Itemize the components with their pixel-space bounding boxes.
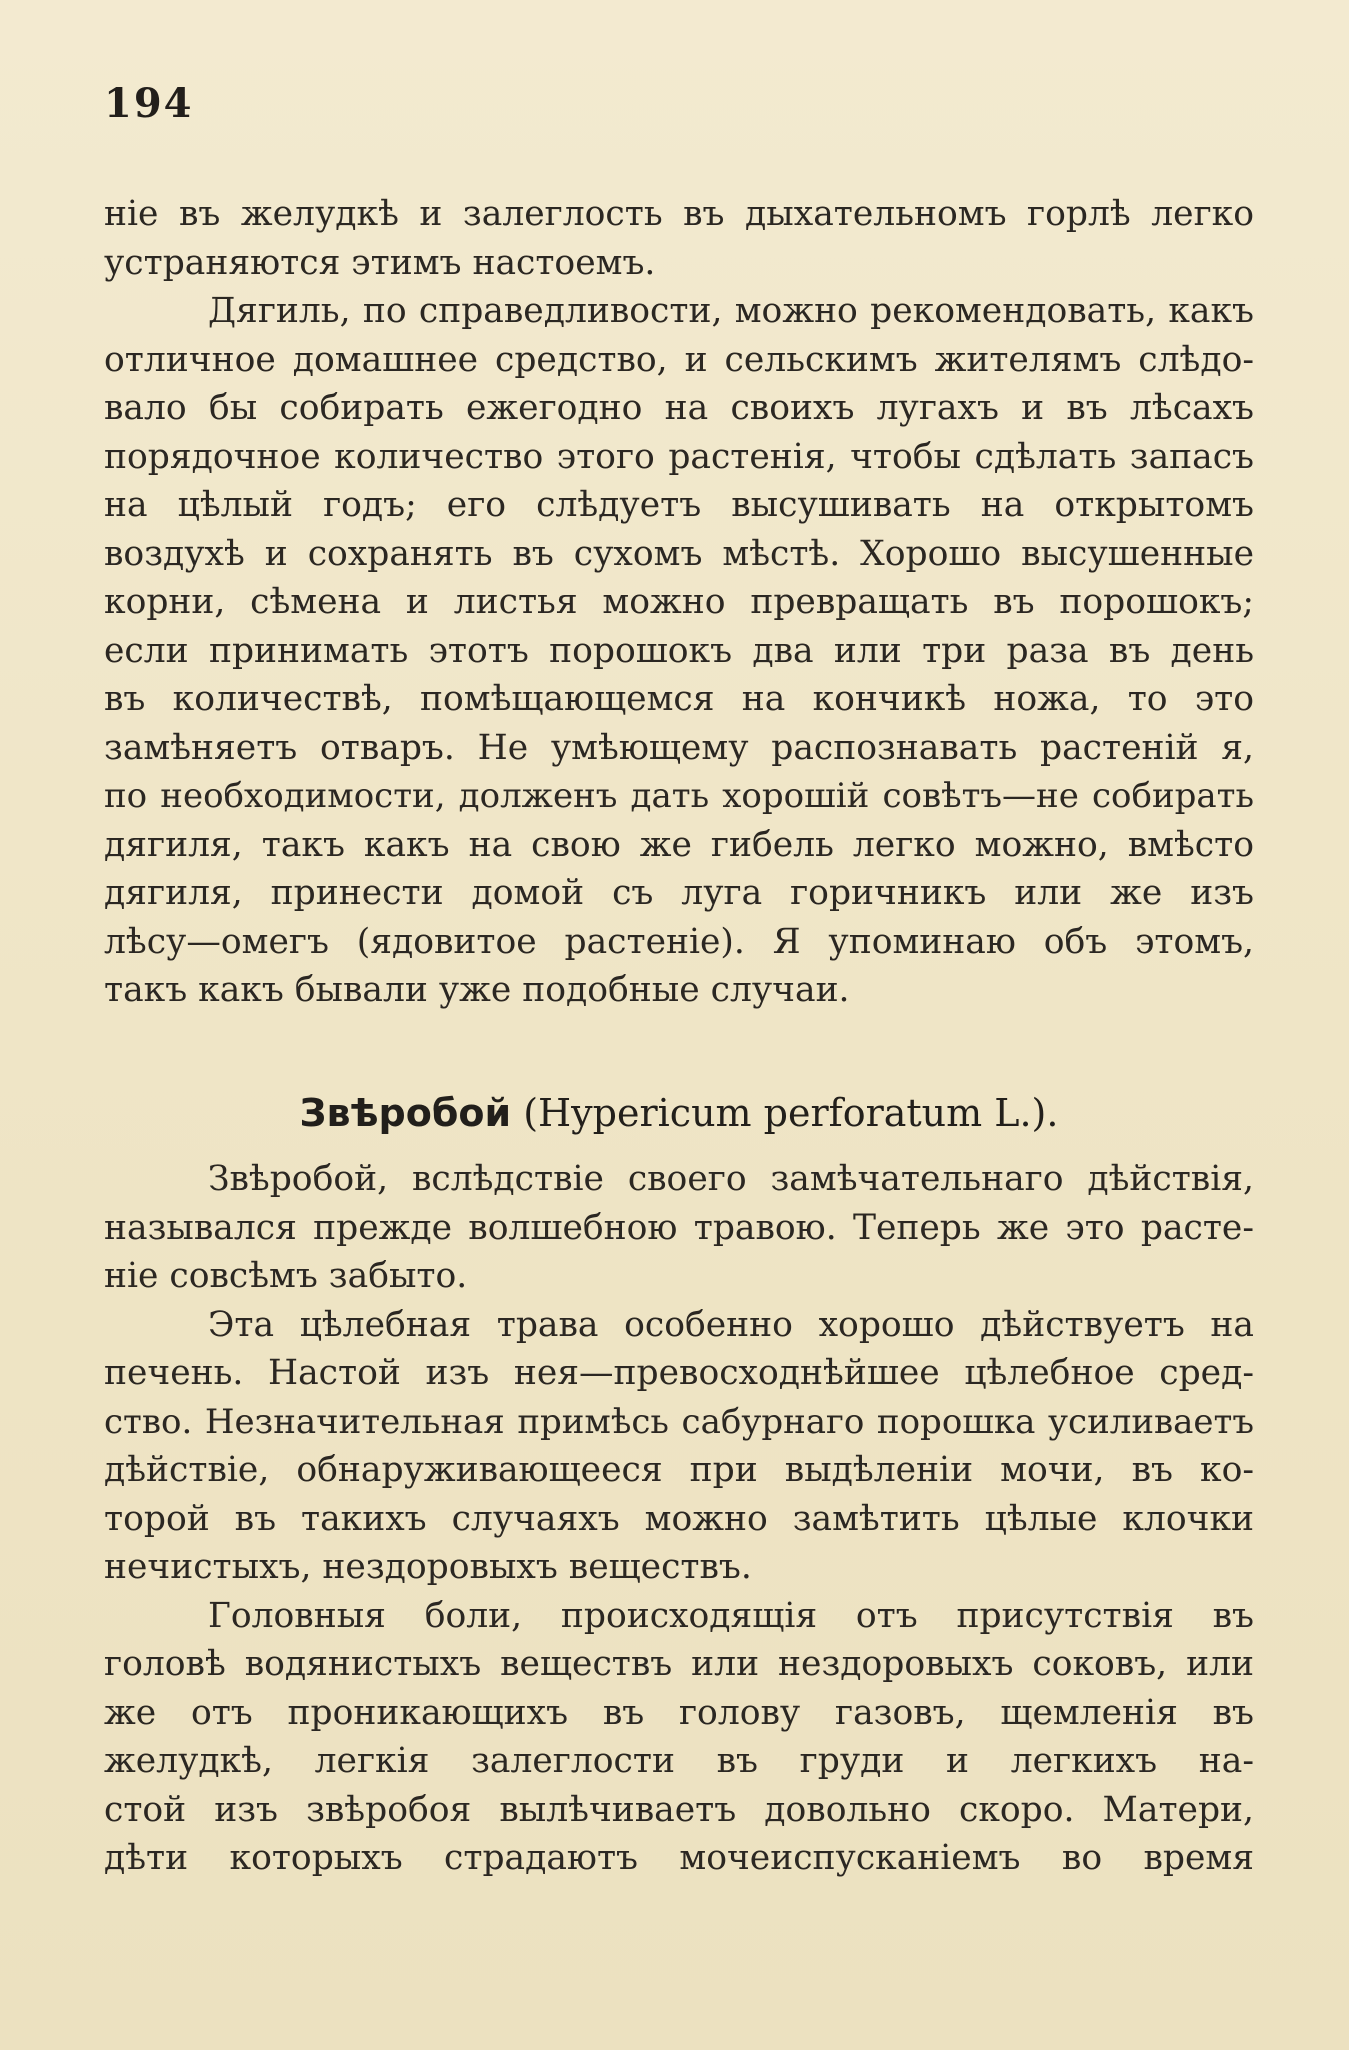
- text-line: на цѣлый годъ; его слѣдуетъ высушивать на открытомъ: [104, 485, 1254, 525]
- text-line: ніе въ желудкѣ и залеглость въ дыхательномъ горлѣ легко: [104, 194, 1254, 234]
- text-line: дягиля, принести домой съ луга горичникъ или же изъ: [104, 873, 1254, 913]
- text-line: лѣсу—омегъ (ядовитое растеніе). Я упоминаю объ этомъ,: [104, 921, 1254, 962]
- text-line: порядочное количество этого растенія, чтобы сдѣлать запасъ: [104, 436, 1254, 477]
- text-line: вало бы собирать ежегодно на своихъ лугахъ и въ лѣсахъ: [104, 388, 1254, 428]
- text-block-st-johns-wort: [104, 1155, 1254, 1883]
- section-heading: [104, 1088, 1254, 1138]
- text-line: по необходимости, долженъ дать хорошій совѣтъ—не собирать: [104, 776, 1254, 816]
- text-line: дягиля, такъ какъ на свою же гибель легко можно, вмѣсто: [104, 824, 1254, 865]
- text-line: Эта цѣлебная трава особенно хорошо дѣйствуетъ на: [208, 1304, 1254, 1345]
- text-line: стой изъ звѣробоя вылѣчиваетъ довольно скоро. Матери,: [104, 1789, 1254, 1830]
- heading-plant-name: Звѣробой: [299, 1091, 512, 1135]
- text-line: Звѣробой, вслѣдствіе своего замѣчательнаго дѣйствія,: [208, 1159, 1254, 1199]
- text-line: такъ какъ бывали уже подобные случаи.: [104, 970, 850, 1010]
- text-line: воздухѣ и сохранять въ сухомъ мѣстѣ. Хорошо высушенные: [104, 533, 1254, 574]
- text-block-angelica: [104, 190, 1254, 1015]
- text-line: дѣйствіе, обнаруживающееся при выдѣленіи мочи, въ ко-: [104, 1450, 1254, 1490]
- text-line: если принимать этотъ порошокъ два или три раза въ день: [104, 630, 1254, 671]
- text-line: Головныя боли, происходящія отъ присутствія въ: [208, 1595, 1254, 1636]
- page-number: 194: [104, 80, 194, 127]
- text-line: дѣти которыхъ страдаютъ мочеиспусканіемъ во время: [104, 1838, 1254, 1878]
- text-line: отличное домашнее средство, и сельскимъ жителямъ слѣдо-: [104, 339, 1254, 380]
- heading-latin-name: (Hypericum perforatum L.).: [523, 1091, 1059, 1135]
- text-line: головѣ водянистыхъ веществъ или нездоровыхъ соковъ, или: [104, 1644, 1254, 1684]
- text-line: желудкѣ, легкія залеглости въ груди и легкихъ на-: [104, 1741, 1254, 1781]
- text-line: въ количествѣ, помѣщающемся на кончикѣ ножа, то это: [104, 679, 1254, 719]
- text-line: замѣняетъ отваръ. Не умѣющему распознавать растеній я,: [104, 727, 1254, 768]
- text-line: Дягиль, по справедливости, можно рекомендовать, какъ: [208, 291, 1254, 331]
- text-line: ніе совсѣмъ забыто.: [104, 1256, 468, 1296]
- text-line: ство. Незначительная примѣсь сабурнаго порошка усиливаетъ: [104, 1401, 1254, 1442]
- text-line: устраняются этимъ настоемъ.: [104, 242, 656, 283]
- text-line: нечистыхъ, нездоровыхъ веществъ.: [104, 1547, 752, 1587]
- text-line: корни, сѣмена и листья можно превращать въ порошокъ;: [104, 582, 1254, 622]
- text-line: назывался прежде волшебною травою. Теперь же это расте-: [104, 1207, 1254, 1248]
- text-line: печень. Настой изъ нея—превосходнѣйшее цѣлебное сред-: [104, 1353, 1254, 1393]
- text-line: торой въ такихъ случаяхъ можно замѣтить цѣлые клочки: [104, 1498, 1254, 1539]
- text-line: же отъ проникающихъ въ голову газовъ, щемленія въ: [104, 1692, 1254, 1733]
